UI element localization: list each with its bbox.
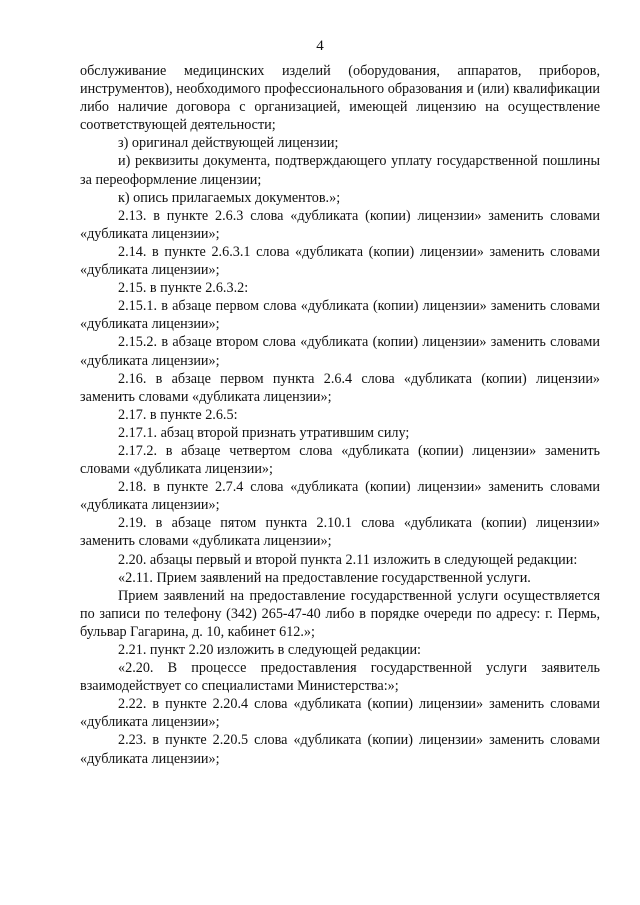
- paragraph: 2.20. абзацы первый и второй пункта 2.11 изложить в следующей редакции:: [118, 551, 578, 568]
- paragraph: 2.15.1. в абзаце первом слова «дубликата (копии) лицензии» заменить словами «дубликата лицензии»;: [80, 298, 600, 333]
- paragraph: «2.11. Прием заявлений на предоставление государственной услуги.: [118, 569, 531, 586]
- paragraph: 2.17.1. абзац второй признать утратившим силу;: [118, 424, 410, 441]
- paragraph: 2.17.2. в абзаце четвертом слова «дубликата (копии) лицензии» заменить словами «дубликата лицензии»;: [80, 442, 600, 478]
- paragraph: 2.14. в пункте 2.6.3.1 слова «дубликата (копии) лицензии» заменить словами «дубликата лицензии»;: [80, 243, 600, 279]
- paragraph: к) опись прилагаемых документов.»;: [118, 189, 341, 206]
- paragraph: 2.13. в пункте 2.6.3 слова «дубликата (копии) лицензии» заменить словами «дубликата лицензии»;: [80, 207, 600, 242]
- paragraph: 2.22. в пункте 2.20.4 слова «дубликата (копии) лицензии» заменить словами «дубликата лицензии»;: [80, 696, 600, 731]
- paragraph: и) реквизиты документа, подтверждающего уплату государственной пошлины за переоформление лицензии;: [80, 153, 600, 188]
- paragraph: обслуживание медицинских изделий (оборудования, аппаратов, приборов, инструментов), необходимого профессионального образования и (или) квалификации либо наличие договора с организацией, имеющей лицензию на осуществление соответствующей деятельности;: [80, 63, 600, 134]
- paragraph: 2.17. в пункте 2.6.5:: [118, 406, 238, 423]
- document-body: [80, 62, 600, 768]
- paragraph: 2.18. в пункте 2.7.4 слова «дубликата (копии) лицензии» заменить словами «дубликата лицензии»;: [80, 479, 600, 514]
- paragraph: 2.19. в абзаце пятом пункта 2.10.1 слова «дубликата (копии) лицензии» заменить словами «дубликата лицензии»;: [80, 515, 600, 550]
- paragraph: «2.20. В процессе предоставления государственной услуги заявитель взаимодействует со специалистами Министерства:»;: [80, 660, 600, 695]
- page-number: 4: [316, 38, 324, 54]
- paragraph: 2.16. в абзаце первом пункта 2.6.4 слова «дубликата (копии) лицензии» заменить словами «дубликата лицензии»;: [80, 370, 600, 405]
- paragraph: 2.23. в пункте 2.20.5 слова «дубликата (копии) лицензии» заменить словами «дубликата лицензии»;: [80, 732, 600, 767]
- paragraph: 2.15.2. в абзаце втором слова «дубликата (копии) лицензии» заменить словами «дубликата лицензии»;: [80, 334, 600, 369]
- paragraph: 2.21. пункт 2.20 изложить в следующей редакции:: [118, 642, 421, 658]
- paragraph: 2.15. в пункте 2.6.3.2:: [118, 280, 249, 297]
- paragraph: Прием заявлений на предоставление государственной услуги осуществляется по записи по телефону (342) 265-47-40 либо в порядке очереди по адресу: г. Пермь, бульвар Гагарина, д. 10, кабинет 612.»;: [80, 587, 600, 640]
- paragraph: з) оригинал действующей лицензии;: [118, 135, 339, 152]
